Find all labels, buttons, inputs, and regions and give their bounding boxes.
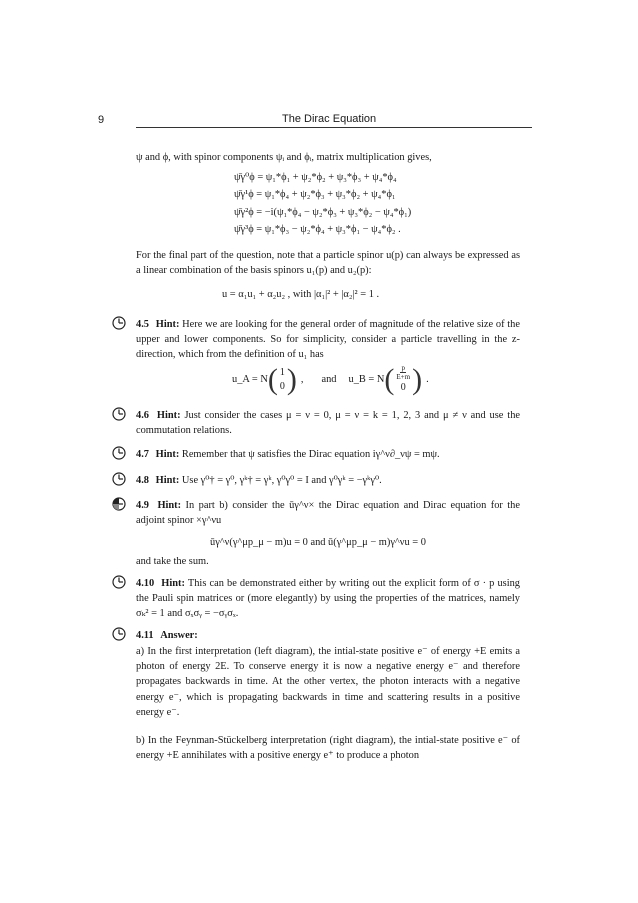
ub-lhs: u_B = N bbox=[348, 374, 385, 385]
equation-gamma0: ψ̄γ⁰ϕ = ψ₁*ϕ₁ + ψ₂*ϕ₂ + ψ₃*ϕ₃ + ψ₄*ϕ₄ bbox=[234, 172, 397, 183]
ua-bottom: 0 bbox=[279, 380, 285, 392]
hint-text: This can be demonstrated either by writing out the explicit form of σ · p using the Pauli spin matrices or (more elegantly) by using the properties of the matrices, namely σₖ² = 1 and σₓσᵧ = −σᵧσₓ. bbox=[136, 578, 520, 620]
clock-icon bbox=[112, 316, 126, 330]
hint-4-5 bbox=[136, 317, 520, 363]
equation-gamma2: ψ̄γ²ϕ = −i(ψ₁*ϕ₄ − ψ₂*ϕ₃ + ψ₃*ϕ₂ − ψ₄*ϕ₁) bbox=[234, 207, 412, 218]
hint-4-8 bbox=[136, 473, 520, 488]
hint-text: Just consider the cases μ = ν = 0, μ = ν = k = 1, 2, 3 and μ ≠ ν and use the commutation relations. bbox=[136, 410, 520, 437]
hint-number: 4.10 bbox=[136, 578, 155, 589]
hint-number: 4.6 bbox=[136, 410, 149, 421]
clock-icon bbox=[112, 446, 126, 460]
hint-text: In part b) consider the ūγ^ν× the Dirac equation and Dirac equation for the adjoint spinor ×γ^νu bbox=[136, 500, 520, 527]
hint-number: 4.5 bbox=[136, 319, 149, 330]
answer-number: 4.11 bbox=[136, 630, 154, 641]
hint-4-9-equation: ūγ^ν(γ^μp_μ − m)u = 0 and ū(γ^μp_μ − m)γ^νu = 0 bbox=[210, 537, 426, 548]
hint-4-7 bbox=[136, 447, 520, 462]
equation-gamma1: ψ̄γ¹ϕ = ψ₁*ϕ₄ + ψ₂*ϕ₃ + ψ₃*ϕ₂ + ψ₄*ϕ₁ bbox=[234, 189, 396, 200]
hint-number: 4.7 bbox=[136, 449, 149, 460]
ub-bottom: 0 bbox=[400, 382, 406, 393]
hint-text: Remember that ψ satisfies the Dirac equation iγ^ν∂_νψ = mψ. bbox=[181, 449, 440, 460]
linear-combination-equation: u = α₁u₁ + α₂u₂ , with |α₁|² + |α₂|² = 1 . bbox=[222, 289, 380, 300]
hint-text: Here we are looking for the general order of magnitude of the relative size of the upper and lower components. So for simplicity, consider a particle travelling in the z-direction, which from the definition of u₁ has bbox=[136, 319, 520, 361]
hint-4-9-after: and take the sum. bbox=[136, 556, 209, 567]
ua-lhs: u_A = N bbox=[232, 374, 268, 385]
hint-label: Hint: bbox=[157, 500, 182, 511]
answer-part-b: b) In the Feynman-Stückelberg interpretation (right diagram), the intial-state positive e⁻ of energy +E annihilates with a positive energy e⁺ to produce a photon bbox=[136, 735, 520, 762]
ub-matrix: ( $\frac{p}{E+m}$ 0 ) bbox=[384, 362, 423, 396]
ua-top: 1 bbox=[279, 366, 285, 378]
hint-4-6 bbox=[136, 408, 520, 438]
clock-icon bbox=[112, 472, 126, 486]
ua-matrix: ( 1 0 ) bbox=[267, 362, 297, 396]
hint-4-10 bbox=[136, 576, 520, 622]
running-title: The Dirac Equation bbox=[282, 113, 377, 125]
hint-label: Hint: bbox=[155, 319, 180, 330]
hint-text: Use γ⁰† = γ⁰, γᵏ† = γᵏ, γ⁰γ⁰ = I and γ⁰γᵏ = −γᵏγ⁰. bbox=[181, 475, 382, 486]
clock-icon bbox=[112, 575, 126, 589]
header-rule bbox=[136, 127, 532, 128]
intro-line: ψ and ϕ, with spinor components ψᵢ and ϕᵢ, matrix multiplication gives, bbox=[136, 152, 432, 163]
spinor-components-equation: u_A = N ( 1 0 ) , and u_B = N ( $\frac{p}{E+m}$ 0 ) . bbox=[232, 362, 429, 396]
hint-label: Hint: bbox=[156, 410, 181, 421]
page-number: 9 bbox=[98, 114, 105, 126]
clock-icon bbox=[112, 627, 126, 641]
equation-gamma3: ψ̄γ³ϕ = ψ₁*ϕ₃ − ψ₂*ϕ₄ + ψ₃*ϕ₁ − ψ₄*ϕ₂ . bbox=[234, 224, 401, 235]
answer-4-11-heading bbox=[136, 628, 520, 643]
answer-part-a: a) In the first interpretation (left diagram), the intial-state positive e⁻ of energy +E emits a photon of energy 2E. To conserve energy it is now a negative energy e⁻ and therefore propagates backwards in time. At the other vertex, the photon interacts with a negative energy e⁻, which is propagating backwards in time and scattering results in a positive energy e⁻. bbox=[136, 646, 520, 718]
and-text: and bbox=[321, 374, 337, 385]
clock-icon bbox=[112, 407, 126, 421]
hint-label: Hint: bbox=[155, 449, 180, 460]
hint-number: 4.8 bbox=[136, 475, 149, 486]
hint-4-9 bbox=[136, 498, 520, 528]
hint-label: Hint: bbox=[161, 578, 185, 589]
hint-number: 4.9 bbox=[136, 500, 149, 511]
final-part-paragraph: For the final part of the question, note that a particle spinor u(p) can always be expressed as a linear combination of the basis spinors u₁(p) and u₂(p): bbox=[136, 250, 520, 277]
ub-frac-denominator: E+m bbox=[396, 373, 411, 381]
clock-half-filled-icon bbox=[112, 497, 126, 511]
hint-label: Hint: bbox=[155, 475, 180, 486]
answer-label: Answer: bbox=[160, 630, 198, 641]
ub-frac-numerator: p bbox=[401, 364, 405, 372]
